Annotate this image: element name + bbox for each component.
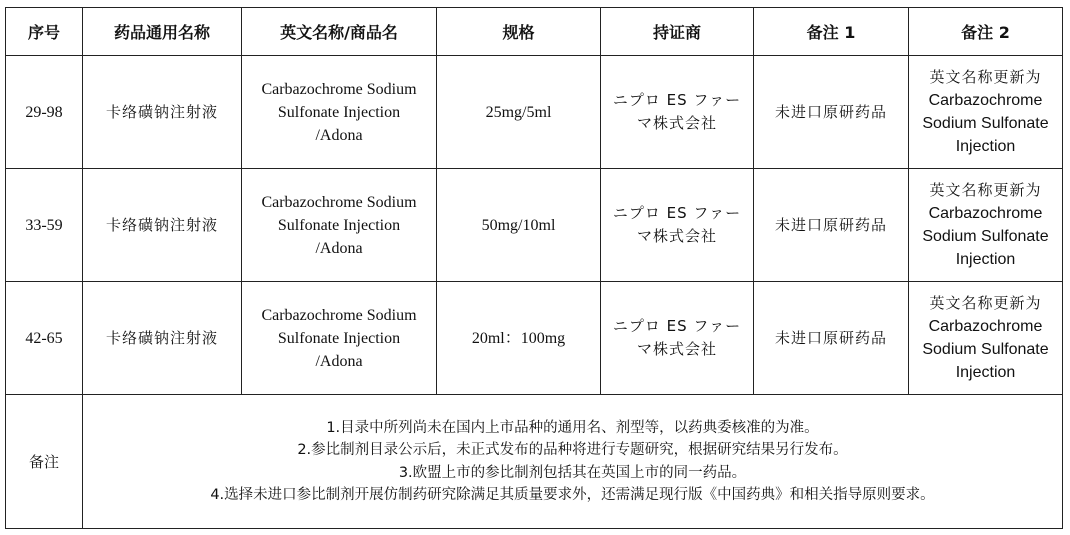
holder-line: マ株式会社 (636, 340, 717, 358)
english-name-line: Carbazochrome Sodium (261, 193, 417, 211)
note2-line: Injection (955, 364, 1016, 381)
holder-line: ニプロ ES ファー (612, 91, 742, 109)
remarks-body (83, 395, 1063, 529)
note2-line: Sodium Sulfonate (922, 341, 1049, 358)
header-seq: 序号 (6, 8, 83, 56)
generic-name-cell: 卡络磺钠注射液 (83, 56, 242, 169)
holder-line: ニプロ ES ファー (612, 317, 742, 335)
note1-cell: 未进口原研药品 (754, 282, 909, 395)
holder-cell (601, 169, 754, 282)
note1-cell: 未进口原研药品 (754, 169, 909, 282)
seq-cell: 42-65 (6, 282, 83, 395)
note2-cell (909, 282, 1063, 395)
remark-item: 4.选择未进口参比制剂开展仿制药研究除满足其质量要求外，还需满足现行版《中国药典》和相关指导原则要求。 (210, 487, 935, 503)
note2-line: 英文名称更新为 (929, 294, 1042, 312)
table-row (6, 282, 1063, 395)
remarks-label: 备注 (6, 395, 83, 529)
holder-line: ニプロ ES ファー (612, 204, 742, 222)
note2-line: Sodium Sulfonate (922, 228, 1049, 245)
english-name-line: /Adona (315, 352, 363, 370)
note1-cell: 未进口原研药品 (754, 56, 909, 169)
table-row (6, 169, 1063, 282)
header-holder: 持证商 (601, 8, 754, 56)
note2-cell (909, 56, 1063, 169)
holder-cell (601, 56, 754, 169)
english-name-line: /Adona (315, 126, 363, 144)
header-spec: 规格 (437, 8, 601, 56)
note2-line: Injection (955, 138, 1016, 155)
note2-cell (909, 169, 1063, 282)
holder-line: マ株式会社 (636, 114, 717, 132)
english-name-line: Sulfonate Injection (277, 216, 401, 234)
note2-line: Carbazochrome (928, 318, 1043, 335)
header-generic-name: 药品通用名称 (83, 8, 242, 56)
note2-line: 英文名称更新为 (929, 68, 1042, 86)
remarks-row (6, 395, 1063, 529)
reference-drug-table (5, 7, 1063, 529)
note2-line: Carbazochrome (928, 205, 1043, 222)
remark-item: 2.参比制剂目录公示后，未正式发布的品种将进行专题研究，根据研究结果另行发布。 (297, 442, 848, 458)
table-row (6, 56, 1063, 169)
english-name-line: Sulfonate Injection (277, 329, 401, 347)
note2-line: Sodium Sulfonate (922, 115, 1049, 132)
spec-cell: 50mg/10ml (437, 169, 601, 282)
english-name-line: Sulfonate Injection (277, 103, 401, 121)
remark-item: 3.欧盟上市的参比制剂包括其在英国上市的同一药品。 (398, 464, 747, 481)
header-english-name: 英文名称/商品名 (242, 8, 437, 56)
english-name-cell (242, 56, 437, 169)
remark-item: 1.目录中所列尚未在国内上市品种的通用名、剂型等，以药典委核准的为准。 (326, 419, 819, 436)
seq-cell: 29-98 (6, 56, 83, 169)
english-name-line: Carbazochrome Sodium (261, 80, 417, 98)
header-note1: 备注 1 (754, 8, 909, 56)
english-name-line: Carbazochrome Sodium (261, 306, 417, 324)
generic-name-cell: 卡络磺钠注射液 (83, 282, 242, 395)
seq-cell: 33-59 (6, 169, 83, 282)
english-name-cell (242, 282, 437, 395)
english-name-line: /Adona (315, 239, 363, 257)
spec-cell: 20ml：100mg (437, 282, 601, 395)
generic-name-cell: 卡络磺钠注射液 (83, 169, 242, 282)
holder-line: マ株式会社 (636, 227, 717, 245)
note2-line: Injection (955, 251, 1016, 268)
holder-cell (601, 282, 754, 395)
spec-cell: 25mg/5ml (437, 56, 601, 169)
note2-line: Carbazochrome (928, 92, 1043, 109)
note2-line: 英文名称更新为 (929, 181, 1042, 199)
english-name-cell (242, 169, 437, 282)
header-note2: 备注 2 (909, 8, 1063, 56)
header-row (6, 8, 1063, 56)
